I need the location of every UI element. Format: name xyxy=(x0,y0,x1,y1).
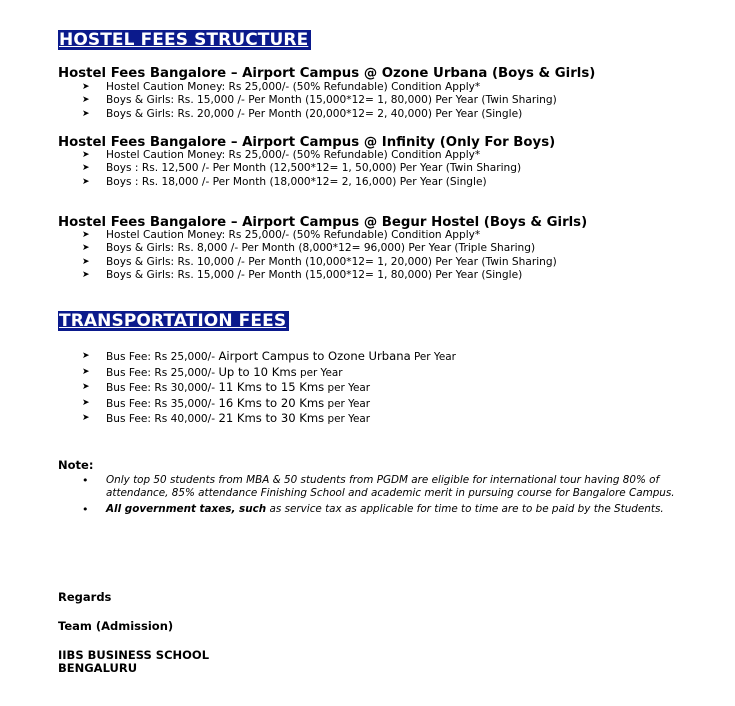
list-item: ➤ Bus Fee: Rs 30,000/- 11 Kms to 15 Kms per Year xyxy=(82,380,371,395)
ozone-urbana-fee-list xyxy=(82,81,557,121)
list-item: ➤ Boys : Rs. 18,000 /- Per Month (18,000*12= 2, 16,000) Per Year (Single) xyxy=(82,175,487,188)
arrow-bullet-icon: ➤ xyxy=(82,108,90,119)
arrow-bullet-icon: ➤ xyxy=(82,413,90,424)
team-text: Team (Admission) xyxy=(58,619,174,633)
list-item: ➤ Boys : Rs. 12,500 /- Per Month (12,500*12= 1, 50,000) Per Year (Twin Sharing) xyxy=(82,162,522,175)
section-title-ozone-urbana: Hostel Fees Bangalore – Airport Campus @ Ozone Urbana (Boys & Girls) xyxy=(58,66,596,81)
arrow-bullet-icon: ➤ xyxy=(82,82,90,92)
list-item: ➤ Bus Fee: Rs 25,000/- Airport Campus to Ozone Urbana Per Year xyxy=(82,349,456,363)
note-list xyxy=(58,474,688,518)
note-label: Note: xyxy=(58,458,94,472)
list-item: ➤ Boys & Girls: Rs. 10,000 /- Per Month (10,000*12= 1, 20,000) Per Year (Twin Sharing) xyxy=(82,255,557,268)
section-title-begur: Hostel Fees Bangalore – Airport Campus @ Begur Hostel (Boys & Girls) xyxy=(58,215,588,230)
arrow-bullet-icon: ➤ xyxy=(82,256,90,267)
list-item: ➤ Boys & Girls: Rs. 15,000 /- Per Month (15,000*12= 1, 80,000) Per Year (Single) xyxy=(82,269,523,282)
list-item: ➤ Boys & Girls: Rs. 15,000 /- Per Month (15,000*12= 1, 80,000) Per Year (Twin Sharing) xyxy=(82,94,557,107)
section-title-infinity: Hostel Fees Bangalore – Airport Campus @ Infinity (Only For Boys) xyxy=(58,135,556,150)
list-item: ➤ Bus Fee: Rs 35,000/- 16 Kms to 20 Kms per Year xyxy=(82,395,371,410)
organization-name: IIBS BUSINESS SCHOOL xyxy=(58,648,210,662)
arrow-bullet-icon: ➤ xyxy=(82,243,90,254)
arrow-bullet-icon: ➤ xyxy=(82,163,90,174)
arrow-bullet-icon: ➤ xyxy=(82,382,90,393)
list-item: ➤ Bus Fee: Rs 40,000/- 21 Kms to 30 Kms per Year xyxy=(82,411,371,426)
infinity-fee-list xyxy=(82,149,521,189)
list-item: • Only top 50 students from MBA & 50 students from PGDM are eligible for international tour having 80% of attendance, 85% attendance Finishing School and academic merit in pursuing course for Bangalore Campus. xyxy=(82,474,675,500)
regards-text: Regards xyxy=(58,590,112,604)
arrow-bullet-icon: ➤ xyxy=(82,270,90,281)
dot-bullet-icon: • xyxy=(82,474,89,487)
list-item: ➤ Hostel Caution Money: Rs 25,000/- (50% Refundable) Condition Apply* xyxy=(82,81,481,93)
list-item: • All government taxes, such as service tax as applicable for time to time are to be paid by the Students. xyxy=(82,502,664,516)
transportation-fees-heading: TRANSPORTATION FEES xyxy=(58,311,289,331)
begur-fee-list xyxy=(82,229,557,283)
arrow-bullet-icon: ➤ xyxy=(82,351,90,361)
hostel-fees-heading: HOSTEL FEES STRUCTURE xyxy=(58,30,311,50)
arrow-bullet-icon: ➤ xyxy=(82,366,90,377)
dot-bullet-icon: • xyxy=(82,502,89,516)
list-item: ➤ Boys & Girls: Rs. 20,000 /- Per Month (20,000*12= 2, 40,000) Per Year (Single) xyxy=(82,107,523,120)
list-item: ➤ Boys & Girls: Rs. 8,000 /- Per Month (8,000*12= 96,000) Per Year (Triple Sharing) xyxy=(82,242,536,255)
list-item: ➤ Hostel Caution Money: Rs 25,000/- (50% Refundable) Condition Apply* xyxy=(82,229,481,241)
arrow-bullet-icon: ➤ xyxy=(82,397,90,408)
arrow-bullet-icon: ➤ xyxy=(82,230,90,240)
bus-fee-list xyxy=(82,349,456,427)
arrow-bullet-icon: ➤ xyxy=(82,176,90,187)
city-name: BENGALURU xyxy=(58,661,138,675)
arrow-bullet-icon: ➤ xyxy=(82,150,90,160)
list-item: ➤ Bus Fee: Rs 25,000/- Up to 10 Kms per Year xyxy=(82,364,343,379)
list-item: ➤ Hostel Caution Money: Rs 25,000/- (50% Refundable) Condition Apply* xyxy=(82,149,481,161)
arrow-bullet-icon: ➤ xyxy=(82,95,90,106)
